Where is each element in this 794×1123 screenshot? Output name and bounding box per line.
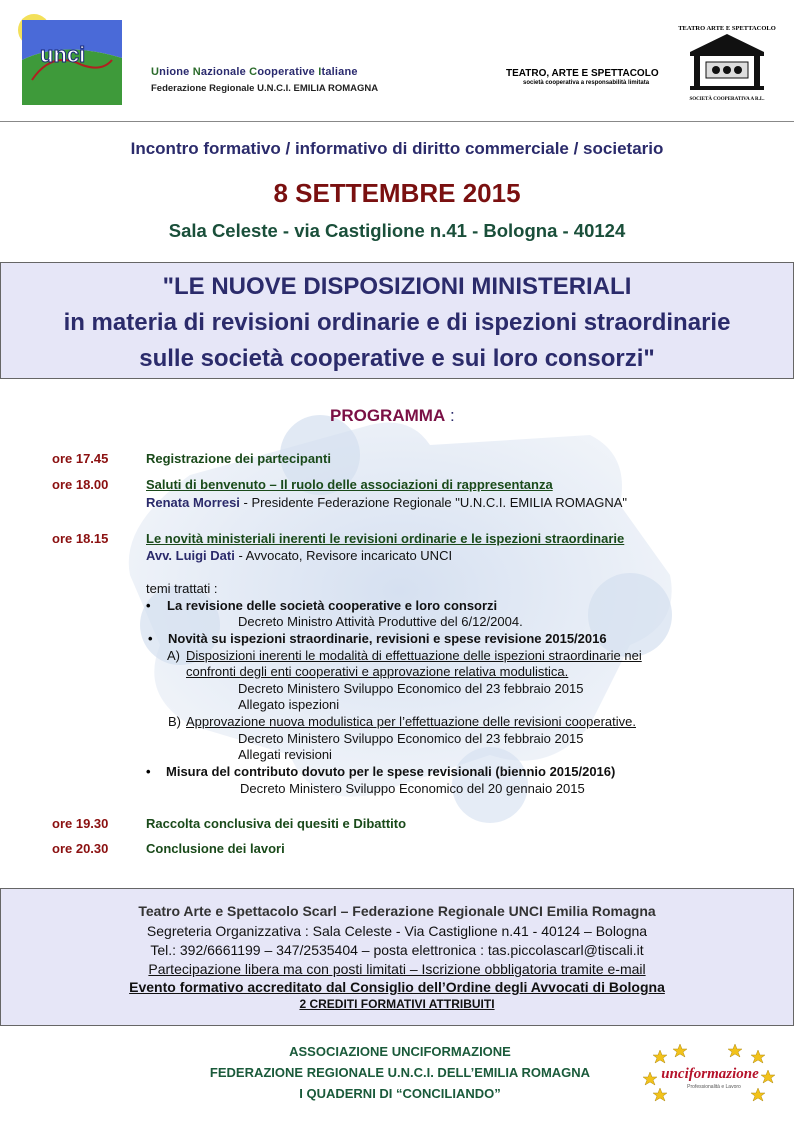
speaker-role: - Avvocato, Revisore incaricato UNCI: [234, 548, 453, 563]
topic-2a-label: A): [167, 648, 180, 663]
bottom-line-2: FEDERAZIONE REGIONALE U.N.C.I. DELL’EMILIA ROMAGNA: [209, 1065, 591, 1080]
org-name: [151, 66, 358, 78]
topic-3-decree: Decreto Ministero Sviluppo Economico del 20 gennaio 2015: [240, 781, 585, 796]
org-name-word: taliane: [321, 66, 358, 78]
topic-1-decree: Decreto Ministro Attività Produttive del 6/12/2004.: [238, 614, 523, 629]
unciformazione-logo-sub: Professionalità e Lavoro: [687, 1084, 741, 1090]
activity-registrazione: Registrazione dei partecipanti: [146, 451, 331, 466]
bullet: •: [148, 631, 153, 646]
title-line-3: sulle società cooperative e sui loro consorzi": [139, 345, 655, 372]
unci-logo-text: unci: [40, 42, 86, 67]
activity-dibattito: Raccolta conclusiva dei quesiti e Dibattito: [146, 816, 407, 831]
topic-2b-label: B): [168, 714, 181, 729]
topic-2b-decree: Decreto Ministero Sviluppo Economico del 23 febbraio 2015: [238, 731, 584, 746]
teatro-name: TEATRO, ARTE E SPETTACOLO: [506, 68, 659, 79]
bottom-line-3: I QUADERNI DI “CONCILIANDO”: [299, 1086, 501, 1101]
unciformazione-logo: [640, 1042, 780, 1102]
topic-2a-line1: Disposizioni inerenti le modalità di effettuazione delle ispezioni straordinarie nei: [186, 648, 642, 663]
topic-2b-allegato: Allegati revisioni: [238, 747, 332, 762]
bullet: •: [146, 598, 151, 613]
topic-3: Misura del contributo dovuto per le spese revisionali (biennio 2015/2016): [166, 764, 616, 779]
topic-2a-line2: confronti degli enti cooperativi e approvazione relativa modulistica.: [186, 664, 569, 679]
programma-heading: [330, 406, 455, 426]
event-location: Sala Celeste - via Castiglione n.41 - Bologna - 40124: [168, 220, 626, 241]
activity-saluti: Saluti di benvenuto – Il ruolo delle associazioni di rappresentanza: [146, 477, 553, 492]
teatro-logo-bottom-text: SOCIETÀ COOPERATIVA A R.L.: [689, 97, 765, 102]
info-partecipazione: Partecipazione libera ma con posti limitati – Iscrizione obbligatoria tramite e-mail: [148, 961, 646, 977]
unciformazione-logo-text: unciformazione: [661, 1066, 759, 1082]
info-box: [0, 888, 794, 1026]
org-name-initial: C: [249, 66, 258, 78]
teatro-subtitle: società cooperativa a responsabilità limitata: [523, 80, 650, 86]
info-contacts: Tel.: 392/6661199 – 347/2535404 – posta elettronica : tas.piccolascarl@tiscali.it: [150, 942, 644, 958]
activity-novita: Le novità ministeriali inerenti le revisioni ordinarie e le ispezioni straordinarie: [146, 531, 625, 546]
teatro-logo-top-text: TEATRO ARTE E SPETTACOLO: [678, 25, 776, 32]
temi-label: temi trattati :: [146, 581, 218, 596]
info-crediti: 2 CREDITI FORMATIVI ATTRIBUITI: [299, 997, 495, 1011]
info-org: Teatro Arte e Spettacolo Scarl – Federazione Regionale UNCI Emilia Romagna: [138, 903, 656, 919]
time-1800: ore 18.00: [52, 477, 109, 492]
time-1745: ore 17.45: [52, 451, 109, 466]
org-name-word: azionale: [200, 66, 250, 78]
unci-logo: [22, 20, 122, 105]
speaker-role: - Presidente Federazione Regionale "U.N.C.I. EMILIA ROMAGNA": [239, 495, 628, 510]
topic-2b-line1: Approvazione nuova modulistica per l’effettuazione delle revisioni cooperative.: [186, 714, 636, 729]
title-box: [0, 262, 794, 379]
event-subtitle: Incontro formativo / informativo di diritto commerciale / societario: [130, 139, 664, 158]
info-accreditamento: Evento formativo accreditato dal Consiglio dell’Ordine degli Avvocati di Bologna: [129, 979, 665, 995]
header-divider: [0, 121, 794, 122]
org-name-word: nione: [159, 66, 193, 78]
activity-conclusione: Conclusione dei lavori: [146, 841, 285, 856]
topic-1: La revisione delle società cooperative e loro consorzi: [167, 598, 498, 613]
programma-label: PROGRAMMA: [330, 406, 446, 425]
time-1930: ore 19.30: [52, 816, 109, 831]
teatro-logo: [678, 18, 776, 104]
org-name-word: ooperative: [257, 66, 319, 78]
topic-2a-allegato: Allegato ispezioni: [238, 697, 340, 712]
speaker-dati: [146, 548, 452, 563]
org-name-initial: I: [318, 66, 322, 78]
title-line-1: "LE NUOVE DISPOSIZIONI MINISTERIALI: [162, 273, 632, 300]
org-subtitle: Federazione Regionale U.N.C.I. EMILIA ROMAGNA: [151, 83, 379, 94]
org-name-initial: N: [192, 66, 201, 78]
bullet: •: [146, 764, 151, 779]
time-2030: ore 20.30: [52, 841, 109, 856]
speaker-morresi: [146, 495, 627, 510]
title-line-2: in materia di revisioni ordinarie e di ispezioni straordinarie: [63, 309, 731, 336]
speaker-name: Renata Morresi: [146, 495, 240, 510]
org-name-initial: U: [151, 66, 160, 78]
event-date: 8 SETTEMBRE 2015: [273, 178, 521, 208]
bottom-line-1: ASSOCIAZIONE UNCIFORMAZIONE: [289, 1044, 511, 1059]
topic-2a-decree: Decreto Ministero Sviluppo Economico del 23 febbraio 2015: [238, 681, 584, 696]
programma-colon: :: [445, 406, 455, 425]
time-1815: ore 18.15: [52, 531, 109, 546]
topic-2: Novità su ispezioni straordinarie, revisioni e spese revisione 2015/2016: [168, 631, 607, 646]
info-segreteria: Segreteria Organizzativa : Sala Celeste - Via Castiglione n.41 - 40124 – Bologna: [146, 923, 648, 939]
speaker-name: Avv. Luigi Dati: [146, 548, 235, 563]
